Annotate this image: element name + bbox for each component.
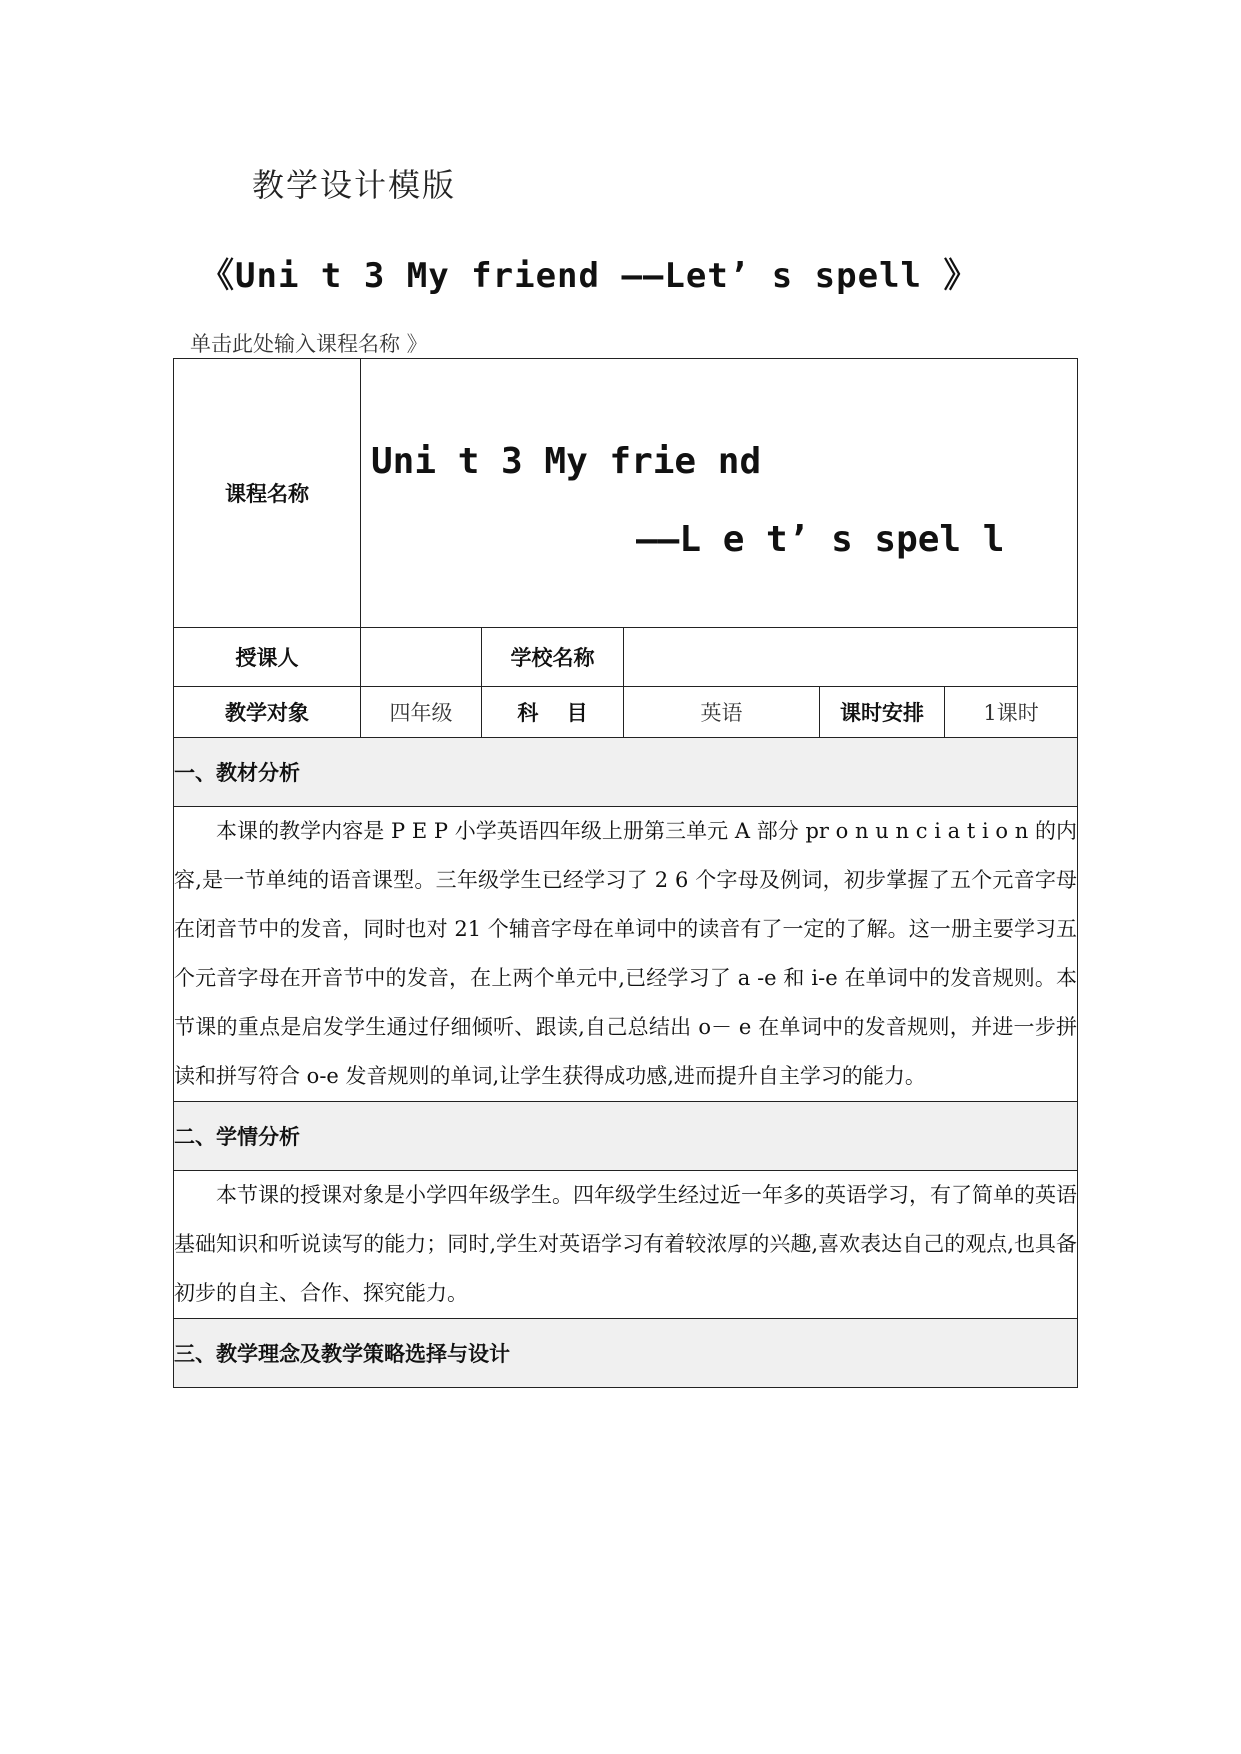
course-name-line2: ——L e t’ s spel l xyxy=(636,519,1005,560)
course-name-cell[interactable] xyxy=(361,359,1078,628)
students-paragraph: 本节课的授课对象是小学四年级学生。四年级学生经过近一年多的英语学习，有了简单的英语基础知识和听说读写的能力；同时,学生对英语学习有着较浓厚的兴趣,喜欢表达自己的观点,也具备初步的自主、合作、探究能力。 xyxy=(174,1183,1078,1305)
section-body-students[interactable] xyxy=(174,1171,1078,1319)
target-label: 教学对象 xyxy=(174,687,361,738)
course-name-placeholder[interactable]: 单击此处输入课程名称 》 xyxy=(190,332,428,356)
schedule-label: 课时安排 xyxy=(820,687,945,738)
subject-value[interactable]: 英语 xyxy=(624,687,820,738)
section-heading-strategy: 三、教学理念及教学策略选择与设计 xyxy=(174,1319,1078,1388)
teacher-label: 授课人 xyxy=(174,628,361,687)
target-value[interactable]: 四年级 xyxy=(361,687,482,738)
teacher-value[interactable] xyxy=(361,628,482,687)
subject-label: 科 目 xyxy=(482,687,624,738)
section-heading-materials: 一、教材分析 xyxy=(174,738,1078,807)
document-title: 《Uni t 3 My friend ——Let’ s spell 》 xyxy=(200,256,979,296)
document-header: 教学设计模版 xyxy=(252,166,457,204)
lesson-plan-table xyxy=(173,358,1078,1388)
course-name-label: 课程名称 xyxy=(174,359,361,628)
materials-paragraph: 本课的教学内容是 P E P 小学英语四年级上册第三单元 A 部分 pr o n u n c i a t i o n 的内容,是一节单纯的语音课型。三年级学生已经学习了 2 6 个字母及例词，初步掌握了五个元音字母在闭音节中的发音，同时也对 21 个辅音字母在单词中的读音有了一定的了解。这一册主要学习五个元音字母在开音节中的发音，在上两个单元中,已经学习了 a -e 和 i-e 在单词中的发音规则。本节课的重点是启发学生通过仔细倾听、跟读,自己总结出 o－ e 在单词中的发音规则，并进一步拼读和拼写符合 o-e 发音规则的单词,让学生获得成功感,进而提升自主学习的能力。 xyxy=(174,819,1078,1088)
school-label: 学校名称 xyxy=(482,628,624,687)
schedule-value[interactable]: 1课时 xyxy=(945,687,1078,738)
course-name-line1: Uni t 3 My frie nd xyxy=(371,441,762,482)
school-value[interactable] xyxy=(624,628,1078,687)
section-heading-students: 二、学情分析 xyxy=(174,1102,1078,1171)
section-body-materials[interactable] xyxy=(174,807,1078,1102)
